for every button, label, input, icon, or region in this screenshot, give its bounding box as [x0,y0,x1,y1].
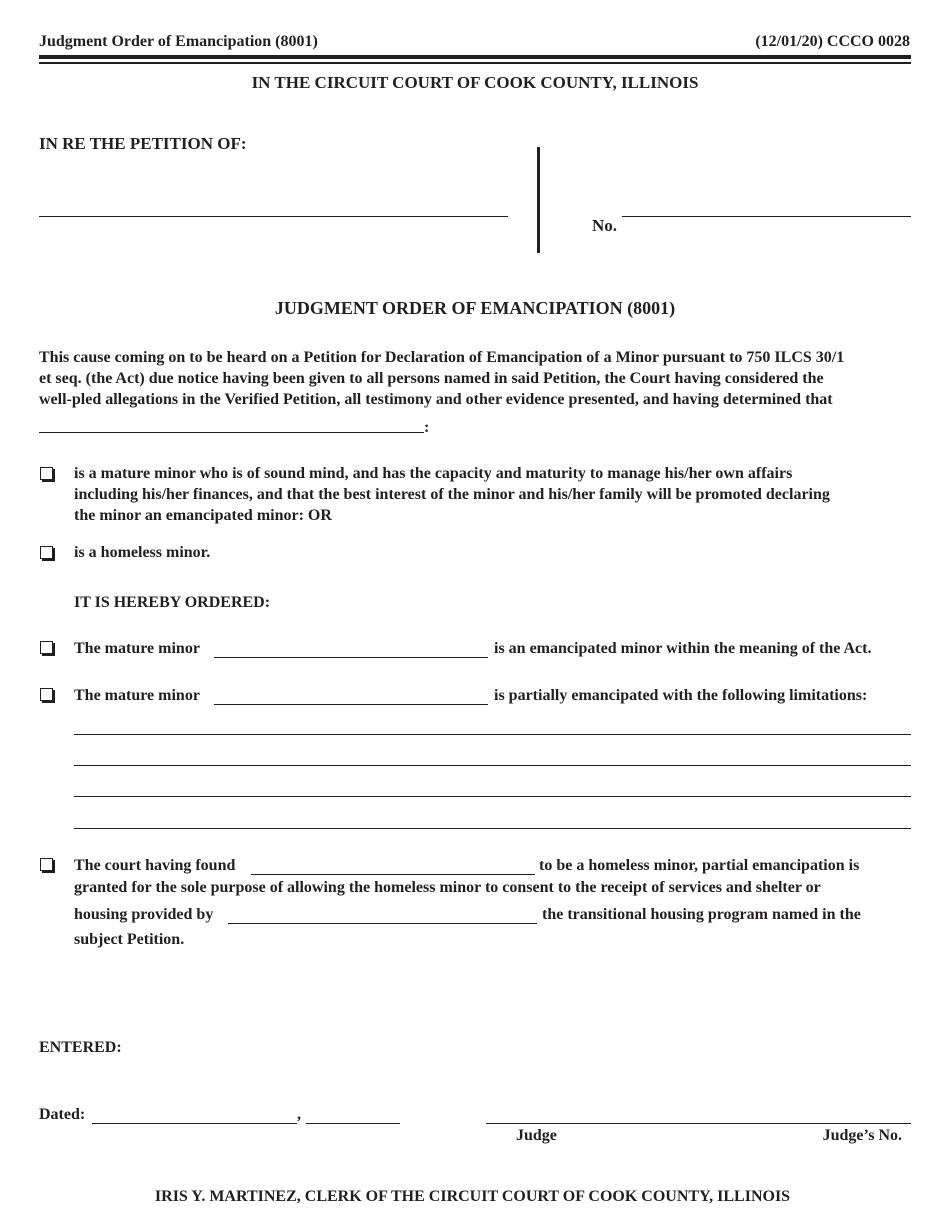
date-field[interactable] [92,1123,297,1124]
housing-provider-field[interactable] [228,923,537,924]
full-order-prefix: The mature minor [74,640,200,657]
homeless-minor-checkbox[interactable] [40,546,53,559]
partial-emancipation-checkbox[interactable] [40,688,53,701]
full-order-suffix: is an emancipated minor within the meaning of the Act. [494,640,872,657]
homeless-order-line-2: granted for the sole purpose of allowing the homeless minor to consent to the receipt of services and shelter or [74,879,821,896]
finding-mature-line-1: is a mature minor who is of sound mind, and has the capacity and maturity to manage his/her own affairs [74,465,793,482]
finding-mature-line-2: including his/her finances, and that the best interest of the minor and his/her family will be promoted declaring [74,486,830,503]
limitation-line-1[interactable] [74,734,911,735]
full-emancipation-checkbox[interactable] [40,641,53,654]
partial-order-suffix: is partially emancipated with the following limitations: [494,687,868,704]
judge-label: Judge [516,1127,557,1144]
homeless-order-checkbox[interactable] [40,858,53,871]
intro-line-2: et seq. (the Act) due notice having been given to all persons named in said Petition, the Court having considered the [39,370,824,387]
petition-label: IN RE THE PETITION OF: [39,134,247,153]
form-title: Judgment Order of Emancipation (8001) [39,33,318,50]
full-order-name-field[interactable] [214,657,488,658]
form-code: (12/01/20) CCCO 0028 [755,33,910,50]
judge-no-label: Judge’s No. [822,1127,902,1144]
homeless-order-line-3-prefix: housing provided by [74,906,214,923]
judge-signature-line[interactable] [486,1123,911,1124]
clerk-footer: IRIS Y. MARTINEZ, CLERK OF THE CIRCUIT COURT OF COOK COUNTY, ILLINOIS [154,1188,791,1205]
petitioner-name-field[interactable] [39,216,508,217]
minor-name-field[interactable] [39,432,424,433]
homeless-order-prefix: The court having found [74,857,236,874]
homeless-order-line-3-suffix: the transitional housing program named in the [542,906,861,923]
minor-name-colon: : [424,419,430,436]
header-rule-thick [39,55,911,59]
dated-comma: , [297,1106,301,1123]
caption-divider [537,147,540,253]
homeless-minor-name-field[interactable] [251,874,535,875]
mature-minor-checkbox[interactable] [40,467,53,480]
dated-label: Dated: [39,1106,86,1123]
case-no-label: No. [592,216,618,235]
header-rule-thin [39,62,911,64]
intro-line-1: This cause coming on to be heard on a Petition for Declaration of Emancipation of a Minor pursuant to 750 ILCS 30/1 [39,349,845,366]
homeless-order-line-4: subject Petition. [74,931,185,948]
limitation-line-2[interactable] [74,765,911,766]
document-title: JUDGMENT ORDER OF EMANCIPATION (8001) [274,298,676,318]
year-field[interactable] [306,1123,400,1124]
court-name: IN THE CIRCUIT COURT OF COOK COUNTY, ILLINOIS [251,73,699,92]
homeless-order-suffix: to be a homeless minor, partial emancipation is [539,857,860,874]
ordered-heading: IT IS HEREBY ORDERED: [74,594,271,611]
intro-line-3: well-pled allegations in the Verified Petition, all testimony and other evidence presented, and having determined that [39,391,833,408]
entered-label: ENTERED: [39,1039,122,1056]
finding-homeless: is a homeless minor. [74,544,211,561]
limitation-line-4[interactable] [74,828,911,829]
finding-mature-line-3: the minor an emancipated minor: OR [74,507,332,524]
partial-order-prefix: The mature minor [74,687,200,704]
case-number-field[interactable] [622,216,911,217]
partial-order-name-field[interactable] [214,704,488,705]
limitation-line-3[interactable] [74,796,911,797]
